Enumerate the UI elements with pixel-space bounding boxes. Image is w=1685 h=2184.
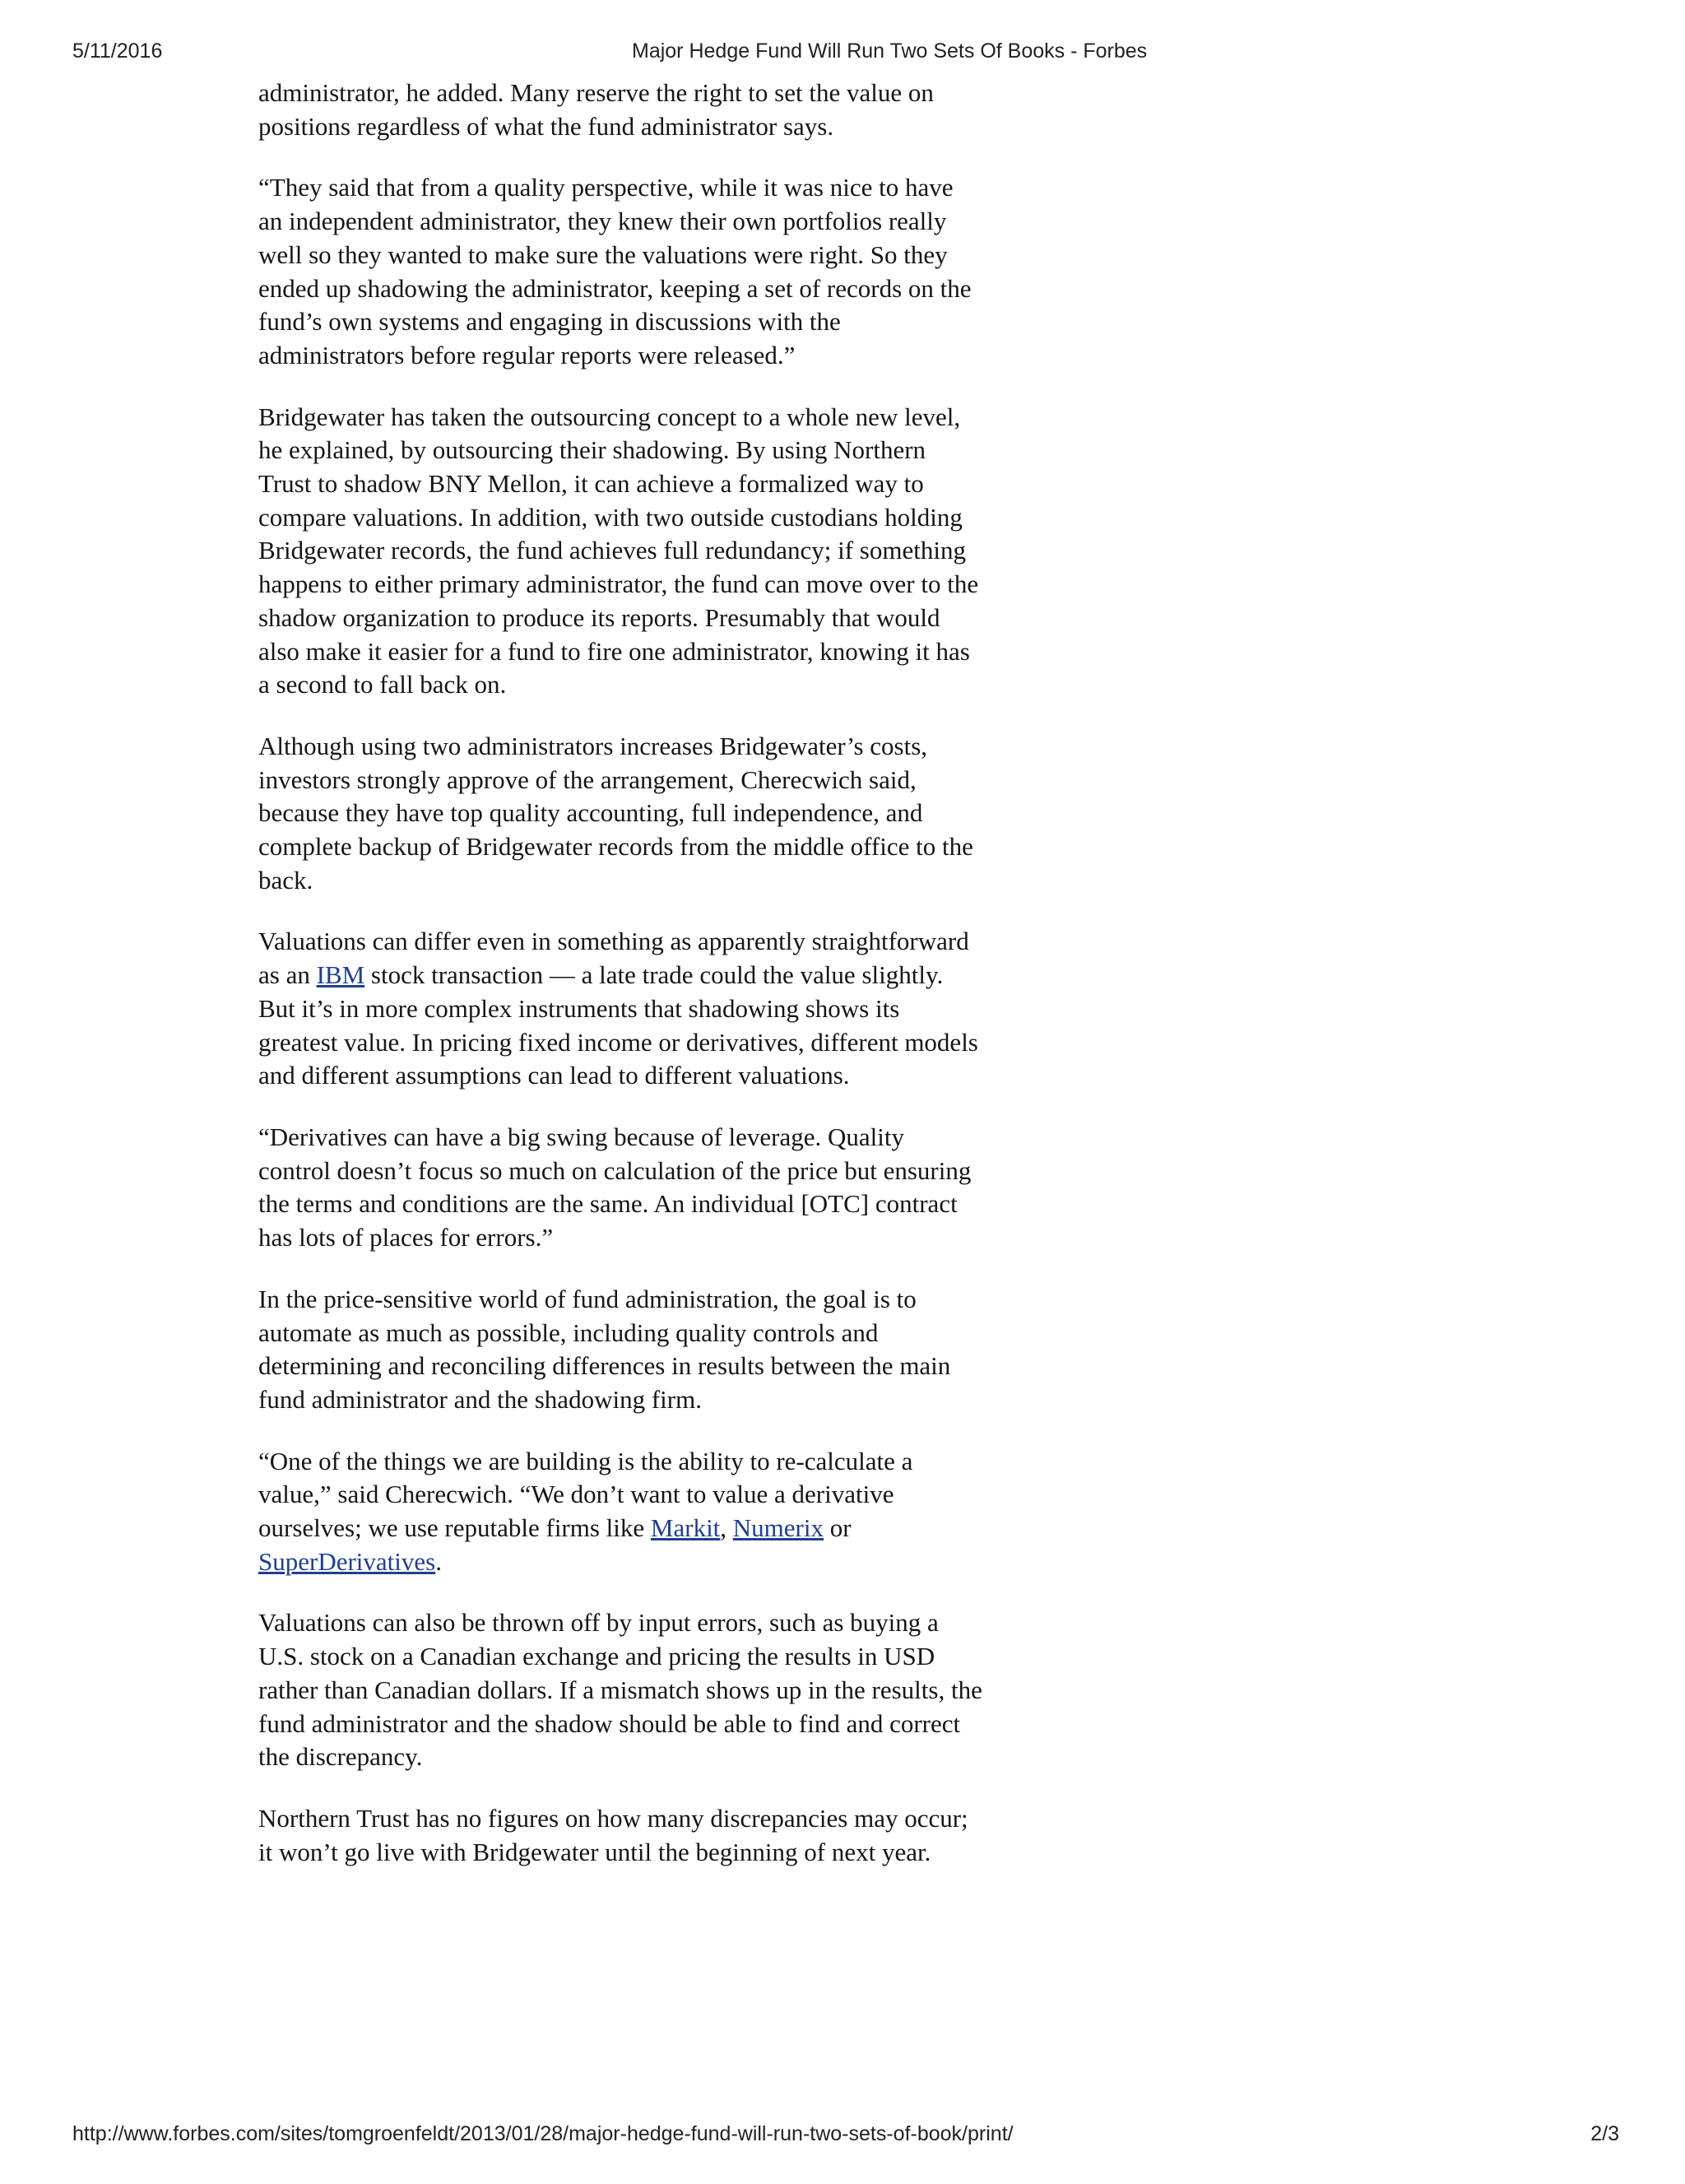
paragraph: In the price-sensitive world of fund administration, the goal is to automate as much as possible, including quality controls and determining and reconciling differences in results between the main fund administrator and the shadowing firm. xyxy=(258,1284,951,1414)
paragraph-text: stock transaction — a late trade could the value slightly. But it’s in more complex instruments that shadowing shows its greatest value. In pricing fixed income or derivatives, different models and different assumptions can lead to different valuations. xyxy=(258,960,978,1090)
article-body xyxy=(258,77,982,1897)
paragraph: administrator, he added. Many reserve the right to set the value on positions regardless of what the fund administrator says. xyxy=(258,78,934,141)
print-date: 5/11/2016 xyxy=(72,39,163,63)
paragraph: “They said that from a quality perspective, while it was nice to have an independent administrator, they knew their own portfolios really well so they wanted to make sure the valuations were right. So they ended up shadowing the administrator, keeping a set of records on the fund’s own systems and engaging in discussions with the administrators before regular reports were released.” xyxy=(258,173,972,369)
page-url: http://www.forbes.com/sites/tomgroenfeldt/2013/01/28/major-hedge-fund-will-run-two-sets-of-book/print/ xyxy=(72,2122,1014,2145)
paragraph-text: . xyxy=(435,1546,442,1576)
paragraph: Northern Trust has no figures on how many discrepancies may occur; it won’t go live with Bridgewater until the beginning of next year. xyxy=(258,1803,968,1866)
print-page-title: Major Hedge Fund Will Run Two Sets Of Books - Forbes xyxy=(632,39,1148,63)
ibm-link[interactable]: IBM xyxy=(316,960,365,990)
paragraph xyxy=(258,1445,982,1579)
paragraph: “Derivatives can have a big swing because of leverage. Quality control doesn’t focus so much on calculation of the price but ensuring the terms and conditions are the same. An individual [OTC] contract has lots of places for errors.” xyxy=(258,1122,972,1252)
print-footer xyxy=(72,2122,1619,2152)
paragraph: Bridgewater has taken the outsourcing concept to a whole new level, he explained, by outsourcing their shadowing. By using Northern Trust to shadow BNY Mellon, it can achieve a formalized way to compare valuations. In addition, with two outside custodians holding Bridgewater records, the fund achieves full redundancy; if something happens to either primary administrator, the fund can move over to the shadow organization to produce its reports. Presumably that would also make it easier for a fund to fire one administrator, knowing it has a second to fall back on. xyxy=(258,402,979,699)
paragraph-text: Valuations can differ even in something as apparently straightforward as an xyxy=(258,927,969,990)
paragraph-text: “One of the things we are building is the ability to re-calculate a value,” said Cherecwich. “We don’t want to value a derivative ourselves; we use reputable firms like xyxy=(258,1446,913,1543)
paragraph: Valuations can also be thrown off by input errors, such as buying a U.S. stock on a Canadian exchange and pricing the results in USD rather than Canadian dollars. If a mismatch shows up in the results, the fund administrator and the shadow should be able to find and correct the discrepancy. xyxy=(258,1608,982,1772)
markit-link[interactable]: Markit xyxy=(650,1513,721,1543)
paragraph xyxy=(258,925,982,1093)
print-header xyxy=(72,39,1619,69)
numerix-link[interactable]: Numerix xyxy=(732,1513,824,1543)
paragraph-text: or xyxy=(824,1513,852,1543)
separator-text: , xyxy=(720,1513,733,1543)
superderivatives-link[interactable]: SuperDerivatives xyxy=(258,1546,436,1576)
paragraph: Although using two administrators increases Bridgewater’s costs, investors strongly approve of the arrangement, Cherecwich said, because they have top quality accounting, full independence, and complete backup of Bridgewater records from the middle office to the back. xyxy=(258,731,973,895)
page-number: 2/3 xyxy=(1590,2122,1619,2145)
